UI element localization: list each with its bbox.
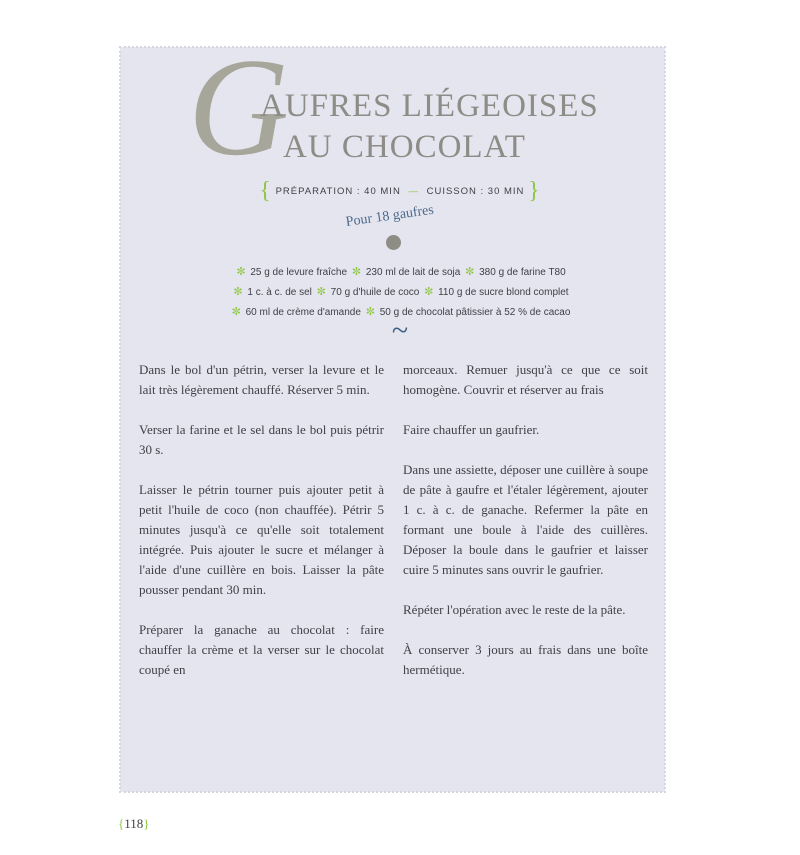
bullet-icon: ✼ [351,266,362,278]
instruction-paragraph: Préparer la ganache au chocolat : faire chauffer la crème et la verser sur le chocolat coupé en [139,622,384,677]
ingredient: 1 c. à c. de sel [247,287,312,298]
cook-time: CUISSON : 30 MIN [426,186,525,198]
instructions-left-column [139,360,384,700]
page-number-value: 118 [124,816,144,831]
instruction-paragraph: morceaux. Remuer jusqu'à ce que ce soit homogène. Couvrir et réserver au frais [403,362,648,397]
bullet-icon: ✼ [465,266,475,278]
recipe-title-line2: AU CHOCOLAT [283,129,526,165]
recipe-title-line1: AUFRES LIÉGEOISES [260,88,599,124]
page-number [118,816,150,832]
servings-dot-icon [386,235,401,250]
instruction-paragraph: Verser la farine et le sel dans le bol puis pétrir 30 s. [139,422,384,457]
page-close-brace: } [143,816,150,831]
ingredient: 70 g d'huile de coco [330,287,420,298]
meta-close-brace: } [528,178,541,204]
title-initial: G [188,30,290,185]
ingredients-line-2 [0,285,800,298]
servings-label: Pour 18 gaufres [344,202,435,230]
ingredient: 60 ml de crème d'amande [245,307,361,318]
prep-time: PRÉPARATION : 40 MIN [275,186,401,198]
ingredient: 25 g de levure fraîche [250,267,348,278]
ingredient: 380 g de farine T80 [479,267,566,278]
ingredients-line-1 [0,265,800,278]
instruction-paragraph: Dans le bol d'un pétrin, verser la levure et le lait très légèrement chauffé. Réserver 5 min. [139,362,384,397]
page-open-brace: { [118,816,125,831]
instruction-paragraph: Répéter l'opération avec le reste de la pâte. [403,602,626,617]
bullet-icon: ✼ [365,306,375,318]
instructions-right-column [403,360,648,700]
bullet-icon: ✼ [424,286,434,298]
bullet-icon: ✼ [236,266,246,278]
instruction-paragraph: Dans une assiette, déposer une cuillère à soupe de pâte à gaufre et l'étaler légèrement, ajouter 1 c. à c. de ganache. Refermer la pâte en formant une boule à l'aide des cuillères. Déposer la boule dans le gaufrier et laisser cuire 5 minutes sans ouvrir le gaufrier. [403,462,648,577]
instruction-paragraph: À conserver 3 jours au frais dans une boîte hermétique. [403,642,648,677]
bullet-icon: ✼ [231,306,241,318]
instruction-paragraph: Faire chauffer un gaufrier. [403,422,540,437]
meta-dash: — [408,186,419,198]
bullet-icon: ✼ [233,286,243,298]
ingredient: 50 g de chocolat pâtissier à 52 % de cacao [379,307,571,318]
instruction-paragraph: Laisser le pétrin tourner puis ajouter petit à petit l'huile de coco (non chauffée). Pétrir 5 minutes jusqu'à ce qu'elle soit totalement intégrée. Puis ajouter le sucre et mélanger à l'aide d'une cuillère en bois. Laisser la pâte pousser pendant 30 min. [139,482,384,597]
ingredient: 110 g de sucre blond complet [438,287,569,298]
divider-tilde: ~ [391,314,409,347]
meta-open-brace: { [259,178,272,204]
prep-cook-times [0,178,800,205]
ingredient: 230 ml de lait de soja [365,267,461,278]
bullet-icon: ✼ [316,286,326,298]
